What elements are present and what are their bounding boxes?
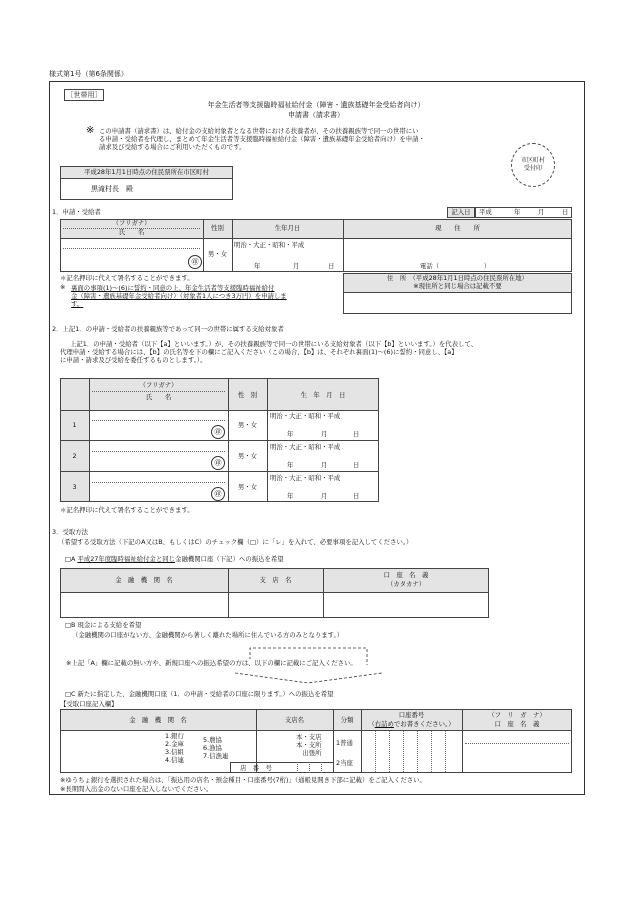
col-name-kana: （フリガナ） [112,219,151,227]
entry-date-label: 記入日 [447,207,475,218]
form-number: 様式第1号（第6条関係） [49,70,128,78]
dep-col-sex: 性 別 [237,391,258,399]
pledge-note [71,284,341,308]
previous-address-note: ※現住所と同じ場合は記載不要 [413,282,502,290]
section2-paragraph-line: 代理申請・受給する場合には、【b】の氏名等を下の欄にご記入ください（この場合、【b】は、それぞれ裏面(1)～(6)に誓約・同意し、【a】 [60,348,458,356]
intro-note-line: この申請書（請求書）は、給付金の支給対象者となる世帯における扶養者が、その扶養親族等で同一の世帯にい [99,127,419,135]
sex-choice[interactable]: 男・女 [207,250,228,258]
c-col-kana: （フ リ ガ ナ） [488,711,546,719]
section2-paragraph-line: 上記1．の申請・受給者（以下【a】といいます。）が、その扶養親族等で同一の世帯にいる支給対象者（以下【b】といいます。）を代表して、 [70,340,478,348]
section1-title: 1．申請・受給者 [52,208,101,216]
form-title: 年金生活者等支援臨時福祉給付金（障害・遺族基礎年金受給者向け） [207,101,425,109]
col-address: 現 住 所 [435,224,480,232]
previous-address-header: 住 所 （平成28年1月1日時点の住民票所在地） [387,274,528,282]
option-b-checkbox[interactable]: □B 現金による支給を希望 [65,621,142,629]
pledge-mark: ※ [60,283,66,291]
dep-col-name-kana: （フリガナ） [139,381,178,389]
dep-col-name: 氏 名 [145,393,172,401]
applicant-name-input[interactable] [61,239,202,271]
c-col-account-number-note: （右詰めでお書きください。） [368,720,455,728]
dormant-account-note: ※長期間入出金のない口座を記入しないでください。 [60,785,213,793]
intro-note-line: 請求及び受給する場合にご利用いただくものです。 [99,143,246,151]
dependent-row-number: 2 [72,452,77,460]
col-birth: 生年月日 [274,224,301,232]
dependent-era-choice[interactable]: 明治・大正・昭和・平成 [270,474,341,482]
note-mark: ※ [86,125,95,136]
receiving-account-title: 【受取口座記入欄】 [60,700,118,708]
dep-month-label: 月 [321,492,328,500]
address-box-header: 平成28年1月1日時点の住民票所在市区町村 [61,167,232,179]
seal-mark: ㊞ [211,425,225,439]
dependent-name-input[interactable] [90,472,227,501]
c-col-account-number: 口座番号 [398,711,425,719]
dep-day-label: 日 [353,461,360,469]
entry-date-field[interactable]: 平成 年 月 日 [475,207,572,218]
a-col-holder-kana: （カタカナ） [386,580,426,588]
section2-title: 2．上記1．の申請・受給者の扶養親族等であって同一の世帯に属する支給対象者 [52,325,284,333]
dependent-sex-choice[interactable]: 男・女 [237,421,258,429]
bank-type-list-right[interactable]: 5.農協 6.漁協 7.信漁連 [203,736,229,760]
a-col-branch: 支 店 名 [259,576,292,584]
dependent-era-choice[interactable]: 明治・大正・昭和・平成 [270,443,341,451]
dep-col-birth: 生 年 月 日 [300,391,346,399]
previous-address-box[interactable] [343,273,572,314]
dependent-era-choice[interactable]: 明治・大正・昭和・平成 [270,412,341,420]
dependent-row-number: 3 [72,483,77,491]
dep-day-label: 日 [353,430,360,438]
office-receipt-stamp: 市区町村 受付印 [511,143,555,187]
dep-year-label: 年 [287,430,294,438]
option-a-checkbox[interactable]: □A 平成27年度臨時福祉給付金と同じ金融機関口座（下記）への振込を希望 [65,555,284,563]
a-holder-input[interactable] [324,593,488,617]
section2-footnote: ＊記名押印に代えて署名することができます。 [60,506,194,514]
birth-year-label: 年 [254,262,261,270]
col-name: 氏 名 [118,228,145,236]
pledge-note-line: す。 [71,300,84,308]
dep-month-label: 月 [321,430,328,438]
phone-field[interactable]: 電話（ ） [420,262,491,270]
dep-month-label: 月 [321,461,328,469]
col-sex: 性別 [211,224,224,232]
c-col-holder: 口 座 名 義 [494,720,540,728]
option-c-checkbox[interactable]: □C 新たに指定した、金融機関口座（1．の申請・受給者の口座に限ります。）への振込を希望 [65,690,334,698]
birth-day-label: 日 [328,262,335,270]
branch-number-label: 店 番 号 [240,764,272,772]
form-subtitle: 申請書（請求書） [288,111,344,119]
a-col-holder: 口 座 名 義 [383,571,429,579]
account-holder-input[interactable] [463,731,571,772]
account-type-current[interactable]: 2当座 [336,759,353,767]
c-col-bank: 金 融 機 関 名 [129,716,187,724]
a-col-bank: 金 融 機 関 名 [115,576,173,584]
dependent-row-number: 1 [72,421,77,429]
seal-footnote: ＊記名押印に代えて署名することができます。 [60,274,194,282]
pledge-note-line: 裏面の事項(1)～(6)に誓約・同意の上、年金生活者等支援臨時福祉給付 [71,284,275,292]
yucho-note: ※ゆうちょ銀行を選択された場合は、「振込用の店名・預金種目・口座番号(7桁)」（通帳見開き下部に記載）をご記入ください。 [60,776,426,784]
pledge-note-line: 金（障害・遺族基礎年金受給者向け）（対象者1人につき3万円）を申請しま [71,292,287,300]
seal-mark: ㊞ [188,255,202,269]
birth-month-label: 月 [293,262,300,270]
seal-mark: ㊞ [211,456,225,470]
option-b-note: （金融機関の口座がない方、金融機関から著しく離れた場所に住んでいる方のみとなります。） [72,631,344,639]
account-type-ordinary[interactable]: 1普通 [336,739,353,747]
a-branch-input[interactable] [229,593,322,617]
household-badge: ［世帯用］ [64,89,104,101]
section2-paragraph [60,340,580,364]
a-bank-input[interactable] [61,593,227,617]
intro-note [99,127,499,151]
dependent-name-input[interactable] [90,441,227,470]
c-col-type: 分類 [340,716,354,724]
section3-instruction: （希望する受取方法（下記のA又はB、もしくはC）のチェック欄（□）に「レ」を入れて、必要事項を記入してください。） [58,538,413,546]
dep-year-label: 年 [287,461,294,469]
c-col-branch: 支店名 [284,716,305,724]
dependent-sex-choice[interactable]: 男・女 [237,483,258,491]
branch-type-list[interactable]: 本・支店 本・支所 出張所 [296,733,322,757]
dependent-name-input[interactable] [90,411,227,439]
bank-type-list-left[interactable]: 1.銀行 2.金庫 3.信組 4.信連 [165,732,184,764]
option-a-missing-note: ※上記「A」欄に記載の無い方や、新規口座への振込希望の方は、以下の欄に記載にご記入ください。 [66,659,357,667]
dep-day-label: 日 [353,492,360,500]
recipient-mayor: 黒滝村長 殿 [91,185,133,193]
era-choice[interactable]: 明治・大正・昭和・平成 [234,241,305,249]
section3-title: 3．受取方法 [52,528,89,536]
dep-year-label: 年 [287,492,294,500]
c-bank-name-input[interactable] [61,731,161,772]
section2-paragraph-line: に申請・請求及び受給を委任するものとします。）。 [60,356,207,364]
seal-mark: ㊞ [211,487,225,501]
address-box [60,166,233,200]
dependent-sex-choice[interactable]: 男・女 [237,452,258,460]
account-number-input[interactable] [362,731,461,772]
intro-note-line: る申請・受給者を代理し、まとめて年金生活者等支援臨時福祉給付金（障害・遺族基礎年金受給者向け）を申請・ [99,135,425,143]
